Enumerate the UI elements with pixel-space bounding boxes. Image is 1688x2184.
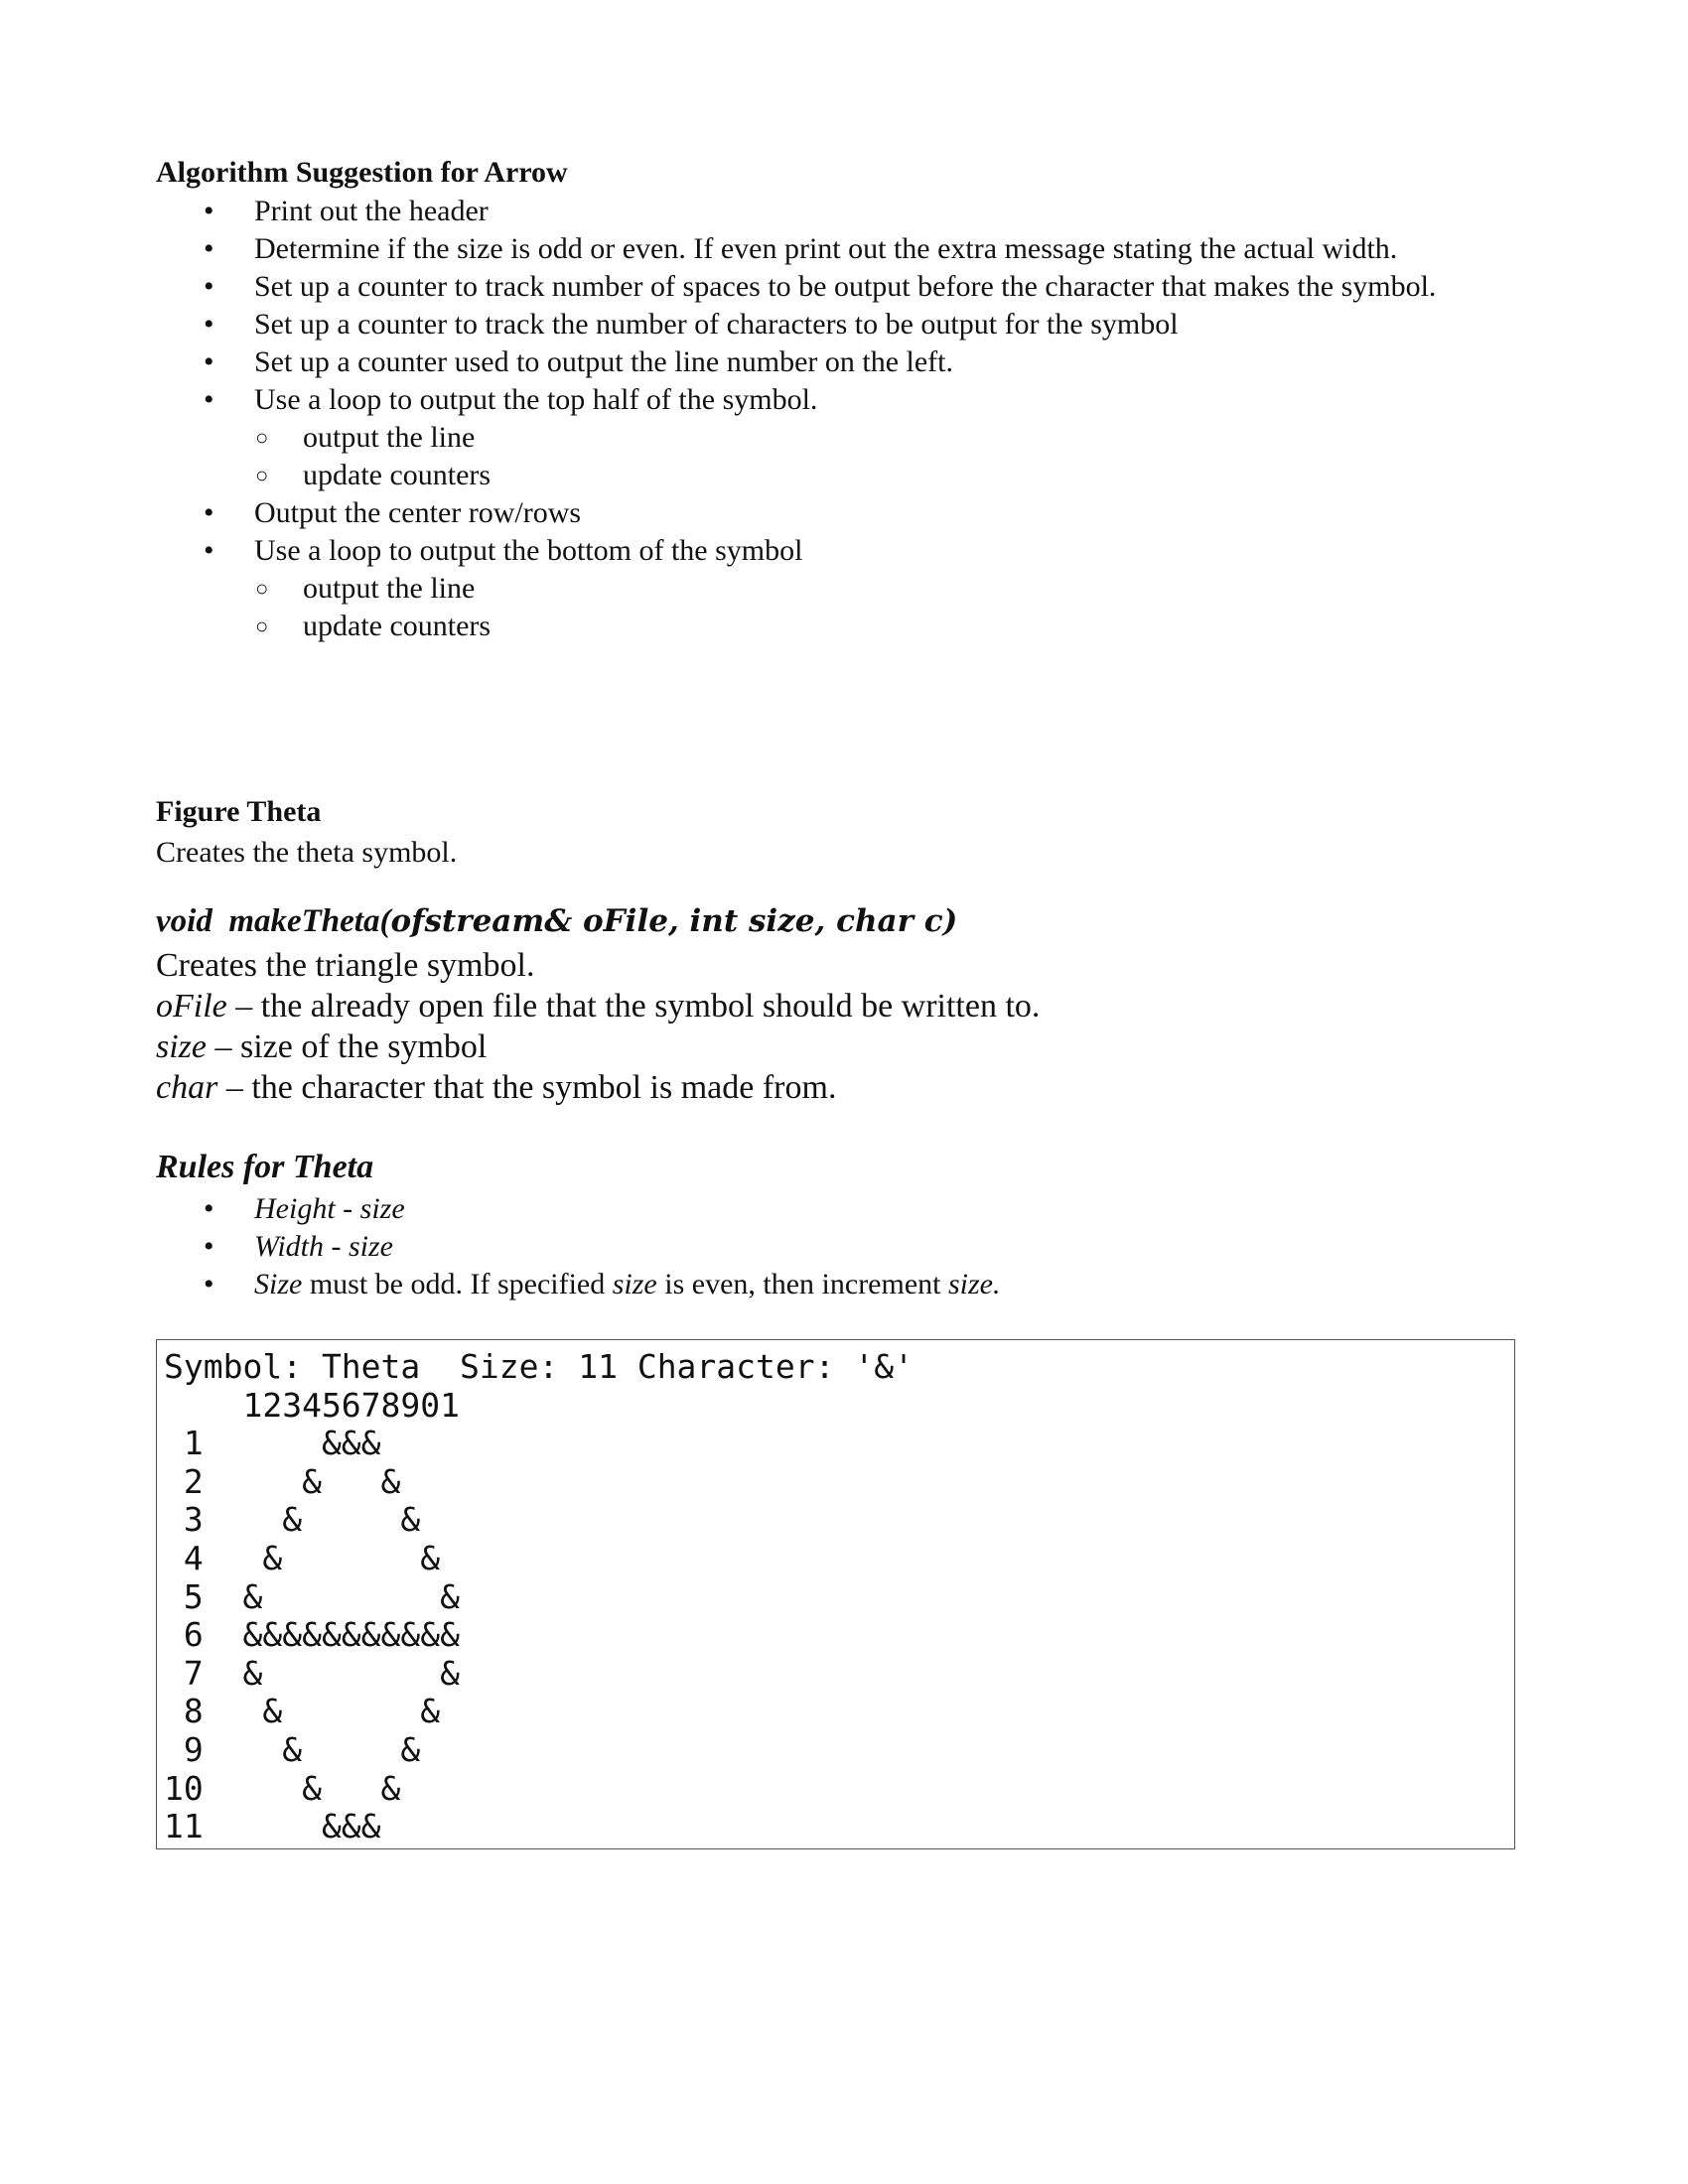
arrow-algorithm-steps [156, 193, 1546, 645]
bullet-icon: • [204, 345, 214, 378]
bullet-icon: • [204, 496, 214, 529]
parameter-list [156, 986, 1040, 1108]
parameter-size: size – size of the symbol [156, 1028, 488, 1065]
function-signature [156, 903, 957, 940]
sub-step-text: output the line [303, 421, 476, 454]
output-line: 2 & & [164, 1461, 401, 1501]
step-text: Determine if the size is odd or even. If even print out the extra message stating the actual width. [254, 232, 1398, 265]
parameter-oFile: oFile – the already open file that the symbol should be written to. [156, 988, 1041, 1024]
circle-bullet-icon: ○ [255, 463, 269, 487]
circle-bullet-icon: ○ [255, 614, 269, 638]
rule-width: • Width - size [204, 1230, 393, 1263]
rules-heading: Rules for Theta [156, 1149, 374, 1185]
rule-height: • Height - size [204, 1192, 405, 1225]
arrow-algorithm-heading: Algorithm Suggestion for Arrow [156, 156, 568, 189]
sample-output [157, 1340, 1514, 1846]
bullet-icon: • [204, 308, 214, 341]
output-line: 7 & & [164, 1653, 461, 1693]
parameter-char: char – the character that the symbol is made from. [156, 1069, 837, 1106]
output-line: 3 & & [164, 1500, 421, 1540]
step-text: Set up a counter to track the number of characters to be output for the symbol [254, 308, 1179, 341]
output-line: 9 & & [164, 1729, 421, 1769]
rules-list [156, 1190, 1546, 1303]
sub-step-text: output the line [303, 572, 476, 605]
signature-params: ofstream& oFile, int size, char c) [390, 903, 958, 939]
step-text: Use a loop to output the bottom of the symbol [254, 534, 803, 567]
output-line: 11 &&& [164, 1807, 381, 1846]
signature-description: Creates the triangle symbol. [156, 947, 535, 984]
step-item [156, 268, 1546, 306]
output-line: 8 & & [164, 1692, 441, 1731]
output-line: 1 &&& [164, 1424, 381, 1463]
output-line: 12345678901 [164, 1385, 461, 1425]
rule-odd: • Size must be odd. If specified size is even, then increment size. [204, 1268, 1001, 1300]
theta-heading: Figure Theta [156, 795, 322, 828]
output-line: Symbol: Theta Size: 11 Character: '&' [164, 1347, 914, 1386]
sub-step-item [156, 570, 1546, 608]
sub-step-text: update counters [303, 459, 492, 491]
circle-bullet-icon: ○ [255, 576, 269, 601]
output-line: 10 & & [164, 1768, 401, 1808]
bullet-icon: • [204, 195, 214, 227]
step-text: Output the center row/rows [254, 496, 582, 529]
output-line: 6 &&&&&&&&&&& [164, 1615, 461, 1655]
step-item [156, 494, 1546, 532]
signature-return-type: void [156, 903, 212, 939]
step-item [156, 381, 1546, 419]
step-text: Use a loop to output the top half of the symbol. [254, 383, 818, 416]
step-item [156, 532, 1546, 570]
step-item [156, 193, 1546, 230]
step-item [156, 343, 1546, 381]
bullet-icon: • [204, 383, 214, 416]
theta-description: Creates the theta symbol. [156, 836, 458, 869]
circle-bullet-icon: ○ [255, 425, 269, 450]
step-text: Set up a counter used to output the line number on the left. [254, 345, 954, 378]
sub-step-item [156, 419, 1546, 457]
output-line: 5 & & [164, 1576, 461, 1616]
bullet-icon: • [204, 270, 214, 303]
step-item [156, 230, 1546, 268]
sub-step-text: update counters [303, 610, 492, 642]
step-text: Set up a counter to track number of spaces to be output before the character that makes the symbol. [254, 270, 1437, 303]
signature-name: makeTheta( [228, 903, 391, 939]
bullet-icon: • [204, 534, 214, 567]
bullet-icon: • [204, 232, 214, 265]
output-line: 4 & & [164, 1538, 441, 1577]
step-item [156, 306, 1546, 343]
sample-output-box [156, 1339, 1515, 1849]
sub-step-item [156, 608, 1546, 645]
step-text: Print out the header [254, 195, 489, 227]
sub-step-item [156, 457, 1546, 494]
